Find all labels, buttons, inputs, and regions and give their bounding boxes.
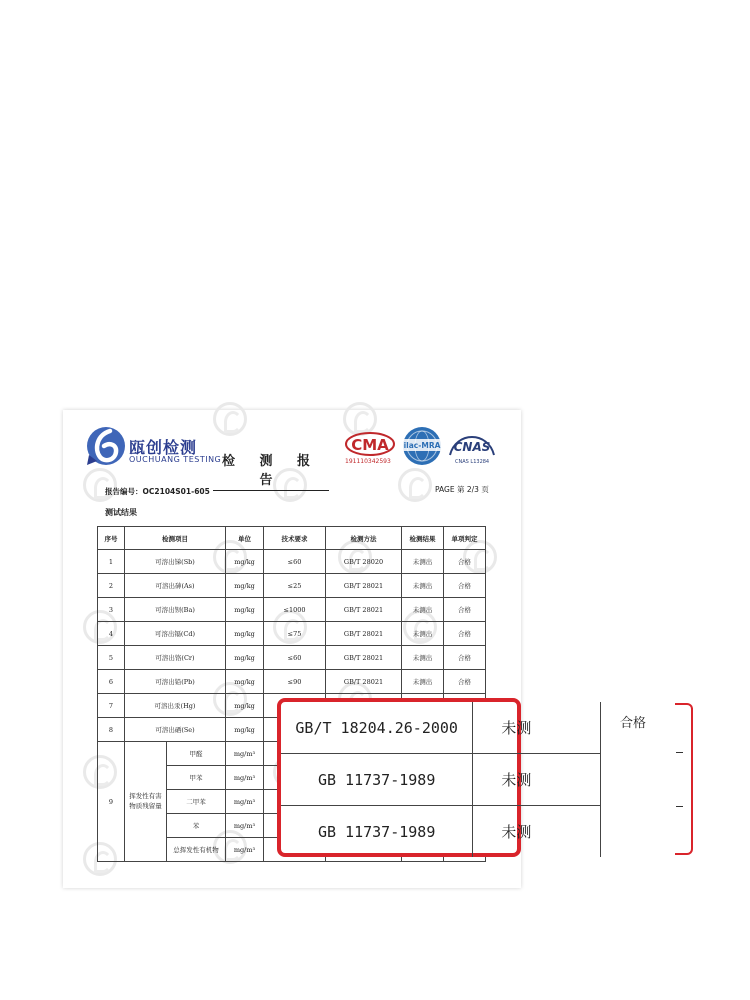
cell-method: GB/T 28021 <box>326 574 402 598</box>
watermark-logo-icon <box>213 402 247 436</box>
watermark-logo-icon <box>398 468 432 502</box>
table-row <box>98 670 486 694</box>
cell-requirement: ≤1000 <box>264 598 326 622</box>
cell-unit: mg/m³ <box>226 742 264 766</box>
cell-subitem: 甲苯 <box>167 766 226 790</box>
cell-verdict: 合格 <box>444 550 486 574</box>
cell-item: 可溶出钡(Ba) <box>125 598 226 622</box>
cell-unit: mg/m³ <box>226 790 264 814</box>
cell-unit: mg/kg <box>226 574 264 598</box>
table-row <box>98 622 486 646</box>
cell-result: 未测出 <box>402 622 444 646</box>
cell-result: 未测出 <box>402 646 444 670</box>
cell-item: 可溶出铅(Pb) <box>125 670 226 694</box>
cell-no: 2 <box>98 574 125 598</box>
table-row <box>98 646 486 670</box>
cell-result: 未测出 <box>402 550 444 574</box>
cell-verdict: 合格 <box>444 598 486 622</box>
cell-verdict: 合格 <box>444 622 486 646</box>
header-cell: 检测方法 <box>326 527 402 550</box>
cma-number: 191110342593 <box>345 458 391 465</box>
cell-method: GB/T 28021 <box>326 670 402 694</box>
cell-no: 1 <box>98 550 125 574</box>
cell-unit: mg/kg <box>226 550 264 574</box>
zoom-table <box>281 702 601 857</box>
header-cell: 序号 <box>98 527 125 550</box>
page-number: PAGE 第 2/3 页 <box>435 485 489 494</box>
cell-no: 8 <box>98 718 125 742</box>
cell-unit: mg/m³ <box>226 766 264 790</box>
header-cell: 检测项目 <box>125 527 226 550</box>
cell-item: 可溶出锑(Sb) <box>125 550 226 574</box>
cell-unit: mg/kg <box>226 718 264 742</box>
company-name-cn: 瓯创检测 <box>129 438 198 457</box>
cell-result: 未测出 <box>402 598 444 622</box>
cma-logo-icon <box>345 430 395 458</box>
document-title: 检 测 报 告 <box>213 450 329 491</box>
zoom-method: GB 11737-1989 <box>281 754 473 806</box>
ilac-label: ilac-MRA <box>403 441 441 450</box>
cell-item: 可溶出砷(As) <box>125 574 226 598</box>
cell-method: GB/T 28021 <box>326 622 402 646</box>
cell-method: GB/T 28020 <box>326 550 402 574</box>
table-row <box>98 598 486 622</box>
header-cell: 技术要求 <box>264 527 326 550</box>
zoom-method: GB 11737-1989 <box>281 806 473 858</box>
cell-unit: mg/kg <box>226 646 264 670</box>
zoom-row <box>281 754 601 806</box>
cell-no: 7 <box>98 694 125 718</box>
zoom-method: GB/T 18204.26-2000 <box>281 702 473 754</box>
cell-no: 5 <box>98 646 125 670</box>
header-cell: 单位 <box>226 527 264 550</box>
header-cell: 检测结果 <box>402 527 444 550</box>
zoom-result: 未测 <box>473 754 601 806</box>
cell-requirement: ≤25 <box>264 574 326 598</box>
group-item-label: 挥发性有害物质残留量 <box>129 791 162 810</box>
cell-no: 9 <box>98 742 125 862</box>
cell-item: 可溶出汞(Hg) <box>125 694 226 718</box>
header-cell: 单项判定 <box>444 527 486 550</box>
cnas-label: CNAS <box>453 440 491 454</box>
cell-unit: mg/kg <box>226 670 264 694</box>
zoom-side-bracket <box>675 703 693 855</box>
report-number: 报告编号：OC2104S01-605 <box>105 487 210 496</box>
cell-result: 未测出 <box>402 670 444 694</box>
cell-no: 3 <box>98 598 125 622</box>
cell-unit: mg/m³ <box>226 838 264 862</box>
zoom-row <box>281 806 601 858</box>
cell-subitem: 二甲苯 <box>167 790 226 814</box>
cell-unit: mg/m³ <box>226 814 264 838</box>
company-logo-icon <box>85 425 127 467</box>
section-title: 测试结果 <box>105 508 137 517</box>
company-name-en: OUCHUANG TESTING <box>129 455 222 464</box>
cell-item: 可溶出铬(Cr) <box>125 646 226 670</box>
zoom-row <box>281 702 601 754</box>
cell-requirement: ≤60 <box>264 550 326 574</box>
cell-method: GB/T 28021 <box>326 598 402 622</box>
table-header-row <box>98 527 486 550</box>
cell-no: 4 <box>98 622 125 646</box>
cma-label: CMA <box>351 436 389 454</box>
cell-subitem: 苯 <box>167 814 226 838</box>
cnas-logo-icon <box>448 427 496 459</box>
ilac-mra-logo-icon <box>401 425 443 467</box>
zoom-result: 未测 <box>473 702 601 754</box>
cell-requirement: ≤60 <box>264 646 326 670</box>
cell-unit: mg/kg <box>226 598 264 622</box>
cell-verdict: 合格 <box>444 646 486 670</box>
cell-group-item <box>125 742 167 862</box>
cell-subitem: 总挥发性有机物 <box>167 838 226 862</box>
cell-method: GB/T 28021 <box>326 646 402 670</box>
zoom-side-fragment: 合格 <box>620 716 647 731</box>
cell-item: 可溶出镉(Cd) <box>125 622 226 646</box>
cell-unit: mg/kg <box>226 694 264 718</box>
table-row <box>98 550 486 574</box>
cell-requirement: ≤75 <box>264 622 326 646</box>
cell-unit: mg/kg <box>226 622 264 646</box>
cell-result: 未测出 <box>402 574 444 598</box>
cell-no: 6 <box>98 670 125 694</box>
zoom-result: 未测 <box>473 806 601 858</box>
cell-requirement: ≤90 <box>264 670 326 694</box>
cnas-number: CNAS L13284 <box>455 459 490 465</box>
cell-verdict: 合格 <box>444 670 486 694</box>
cell-subitem: 甲醛 <box>167 742 226 766</box>
cell-verdict: 合格 <box>444 574 486 598</box>
zoom-callout-box <box>277 698 532 857</box>
cell-item: 可溶出硒(Se) <box>125 718 226 742</box>
table-row <box>98 574 486 598</box>
